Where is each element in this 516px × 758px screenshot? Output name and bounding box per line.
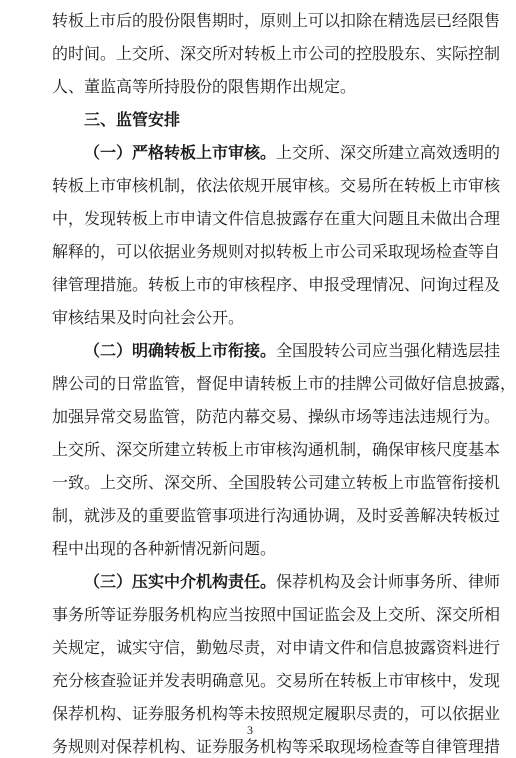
item-title: 明确转板上市衔接。 [132, 341, 277, 360]
paragraph-line: 加强异常交易监管，防范内幕交易、操纵市场等违法违规行为。 [52, 407, 501, 426]
paragraph-line: 的时间。上交所、深交所对转板上市公司的控股股东、实际控制 [52, 44, 501, 63]
paragraph-line: 转板上市后的股份限售期时，原则上可以扣除在精选层已经限售 [52, 11, 501, 30]
paragraph-line: 上交所、深交所建立转板上市审核沟通机制，确保审核尺度基本 [52, 440, 501, 459]
paragraph-line: 律管理措施。转板上市的审核程序、申报受理情况、问询过程及 [52, 275, 501, 294]
item-number: （一） [84, 143, 133, 162]
paragraph-line: 程中出现的各种新情况新问题。 [52, 539, 277, 558]
paragraph-line [84, 142, 501, 164]
section-heading: 三、监管安排 [84, 110, 181, 129]
item-text: 上交所、深交所建立高效透明的 [276, 143, 501, 162]
paragraph-line: 人、董监高等所持股份的限售期作出规定。 [52, 77, 357, 96]
item-text: 保荐机构及会计师事务所、律师 [276, 572, 501, 591]
paragraph-line [84, 571, 501, 593]
paragraph-line: 解释的，可以依据业务规则对拟转板上市公司采取现场检查等自 [52, 242, 501, 261]
paragraph-line [84, 340, 501, 362]
item-number: （二） [84, 341, 133, 360]
item-title: 严格转板上市审核。 [132, 143, 277, 162]
page-number: 3 [247, 723, 253, 737]
paragraph-line: 一致。上交所、深交所、全国股转公司建立转板上市监管衔接机 [52, 473, 501, 492]
paragraph-line: 牌公司的日常监管，督促申请转板上市的挂牌公司做好信息披露， [52, 374, 516, 393]
paragraph-line: 审核结果及时向社会公开。 [52, 308, 245, 327]
paragraph-line: 制，就涉及的重要监管事项进行沟通协调，及时妥善解决转板过 [52, 506, 501, 525]
paragraph-line: 转板上市审核机制，依法依规开展审核。交易所在转板上市审核 [52, 176, 501, 195]
item-number: （三） [84, 572, 133, 591]
paragraph-line: 中，发现转板上市申请文件信息披露存在重大问题且未做出合理 [52, 209, 501, 228]
paragraph-line: 保荐机构、证券服务机构等未按照规定履职尽责的，可以依据业 [52, 704, 501, 723]
item-text: 全国股转公司应当强化精选层挂 [276, 341, 501, 360]
paragraph-line: 关规定，诚实守信，勤勉尽责，对申请文件和信息披露资料进行 [52, 638, 501, 657]
paragraph-line: 事务所等证券服务机构应当按照中国证监会及上交所、深交所相 [52, 605, 501, 624]
paragraph-line: 务规则对保荐机构、证券服务机构等采取现场检查等自律管理措 [52, 737, 501, 756]
paragraph-line: 充分核查验证并发表明确意见。交易所在转板上市审核中，发现 [52, 671, 501, 690]
item-title: 压实中介机构责任。 [132, 572, 277, 591]
